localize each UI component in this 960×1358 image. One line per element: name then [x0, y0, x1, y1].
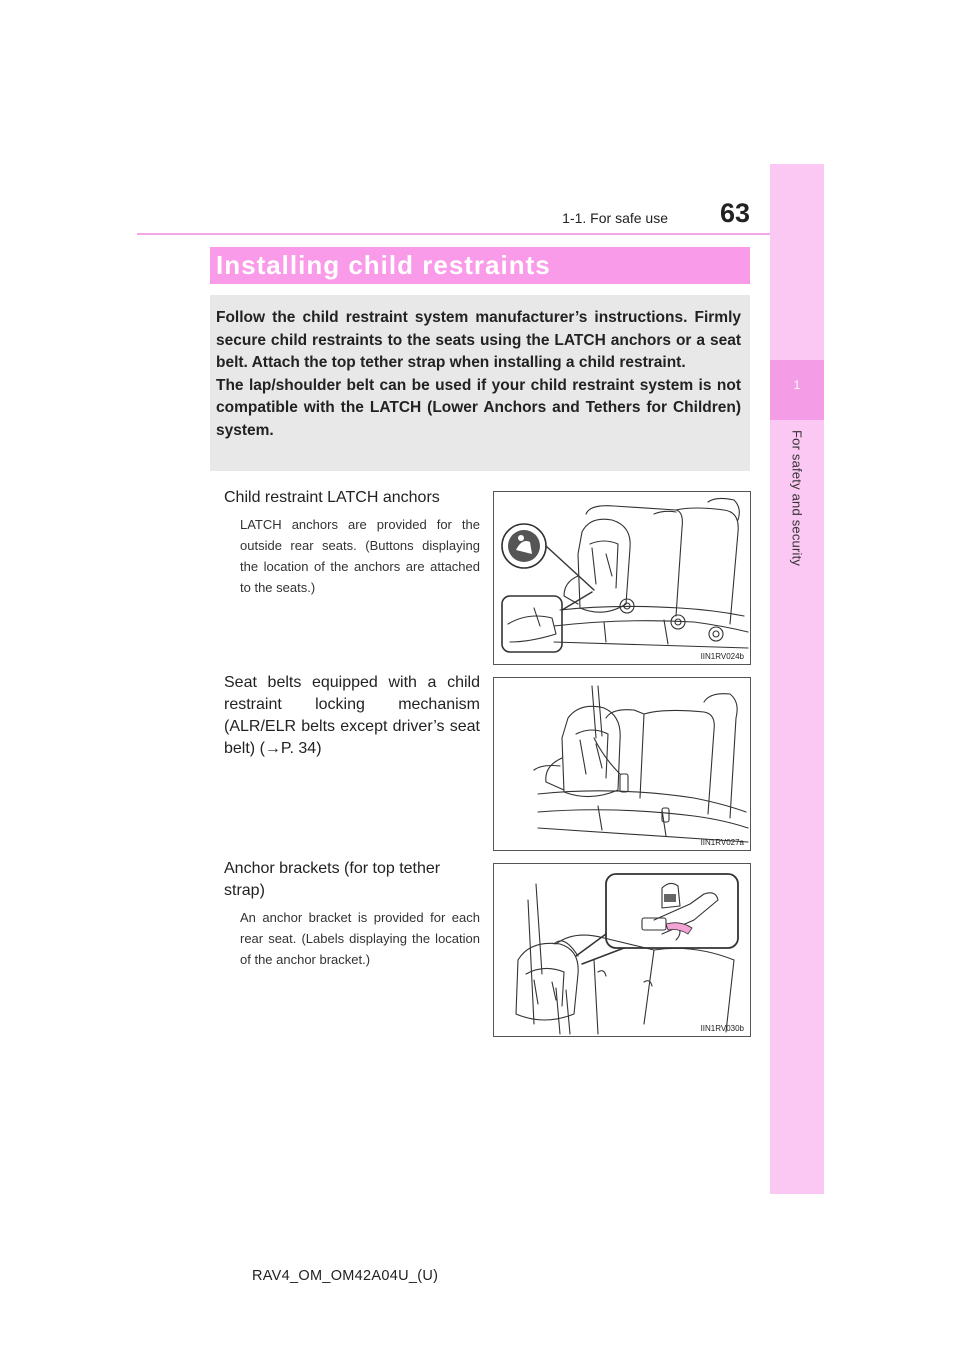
chapter-title — [770, 430, 824, 600]
page-number: 63 — [719, 198, 750, 228]
item-heading-latch-anchors: Child restraint LATCH anchors — [224, 489, 440, 506]
figure-code: IIN1RV030b — [700, 1024, 744, 1033]
figure-code: IIN1RV024b — [700, 652, 744, 661]
intro-text — [216, 307, 741, 443]
chapter-side-tab — [770, 164, 824, 1194]
item-desc-anchor-brackets: An anchor bracket is provided for each rear seat. (Labels displaying the location of the anchor bracket.) — [240, 910, 480, 967]
figure-anchor-brackets — [493, 863, 751, 1037]
header-divider — [137, 233, 824, 235]
item-desc-latch-anchors: LATCH anchors are provided for the outside rear seats. (Buttons displaying the location of the anchors are attached to the seats.) — [240, 517, 480, 595]
chapter-number: 1 — [793, 378, 801, 392]
seat-belt-illustration — [494, 678, 750, 850]
intro-paragraph-2: The lap/shoulder belt can be used if your child restraint system is not compatible with the LATCH (Lower Anchors and Tethers for Children) system. — [216, 376, 741, 439]
document-code: RAV4_OM_OM42A04U_(U) — [252, 1268, 439, 1284]
item-heading-seat-belts: Seat belts equipped with a child restraint locking mechanism (ALR/ELR belts except driver’s seat belt) (→P. 34) — [224, 674, 480, 757]
figure-latch-anchors — [493, 491, 751, 665]
latch-anchors-illustration — [494, 492, 750, 664]
anchor-bracket-illustration — [494, 864, 750, 1036]
figure-seat-belts — [493, 677, 751, 851]
section-title: 1-1. For safe use — [562, 210, 668, 226]
intro-paragraph-1: Follow the child restraint system manufacturer’s instructions. Firmly secure child restraints to the seats using the LATCH anchors or a seat belt. Attach the top tether strap when installing a child restraint. — [216, 309, 741, 372]
figure-code: IIN1RV027a — [700, 838, 744, 847]
chapter-title-label: For safety and security — [789, 430, 805, 567]
page-title: Installing child restraints — [216, 250, 551, 280]
item-heading-anchor-brackets: Anchor brackets (for top tether strap) — [224, 860, 441, 899]
